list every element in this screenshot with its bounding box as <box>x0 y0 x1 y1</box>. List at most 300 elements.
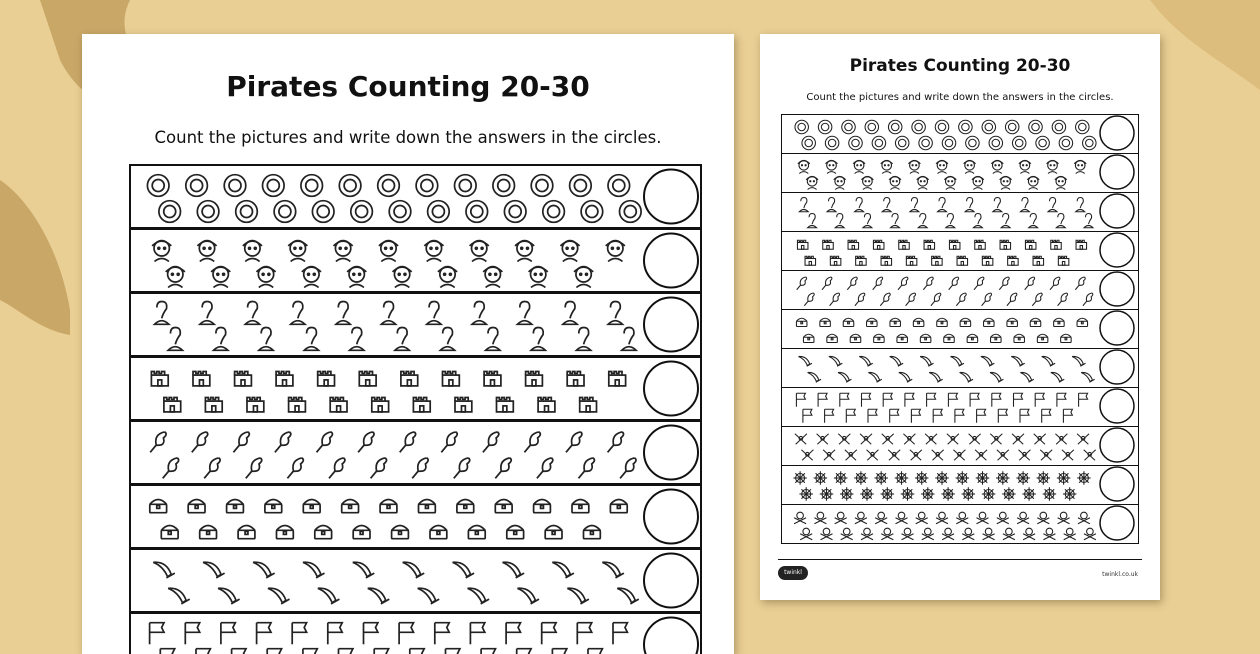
treasure-chest-icon <box>200 526 217 539</box>
flag-icon <box>868 409 877 423</box>
treasure-chest-icon <box>1077 318 1088 326</box>
parrot-icon <box>982 293 992 306</box>
skull-crossbones-icon <box>916 512 928 524</box>
flag-icon <box>221 623 235 645</box>
answer-circle[interactable] <box>644 362 698 416</box>
ship-wheel-icon <box>793 471 807 485</box>
worksheet-title: Pirates Counting 20-30 <box>82 70 734 103</box>
treasure-chest-icon <box>897 334 908 342</box>
flag-icon <box>160 649 174 654</box>
counting-row <box>781 192 1139 232</box>
counting-row-pictures <box>782 388 1140 428</box>
parrot-icon <box>906 293 916 306</box>
parrot-icon <box>163 458 179 478</box>
cutlass-icon <box>1020 372 1034 382</box>
treasure-chest-icon <box>188 500 205 513</box>
castle-icon <box>276 372 293 386</box>
ship-wheel-icon <box>814 471 828 485</box>
castle-icon <box>164 398 181 412</box>
treasure-chest-icon <box>227 500 244 513</box>
footer-divider <box>778 559 1142 560</box>
hook-icon <box>1056 214 1065 228</box>
ring-icon <box>351 201 373 223</box>
cutlass-icon <box>517 588 539 604</box>
pirate-face-icon <box>606 241 625 262</box>
counting-row <box>781 270 1139 310</box>
answer-circle[interactable] <box>644 298 698 352</box>
pirate-face-icon <box>1027 176 1039 189</box>
treasure-chest-icon <box>890 318 901 326</box>
treasure-chest-icon <box>457 500 474 513</box>
answer-circle[interactable] <box>644 170 698 224</box>
ship-wheel-icon <box>976 471 990 485</box>
ship-wheel-icon <box>921 487 935 501</box>
skull-crossbones-icon <box>962 528 974 540</box>
hook-icon <box>427 302 441 325</box>
castle-icon <box>151 372 168 386</box>
ship-wheel-icon <box>895 471 909 485</box>
ship-wheel-icon <box>860 487 874 501</box>
parrot-icon <box>999 277 1009 290</box>
treasure-chest-icon <box>1037 334 1048 342</box>
hook-icon <box>1076 198 1085 212</box>
skull-crossbones-icon <box>1043 528 1055 540</box>
pirate-face-icon <box>1000 176 1012 189</box>
crossed-swords-icon <box>1055 434 1067 445</box>
castle-icon <box>949 240 960 249</box>
castle-icon <box>497 398 514 412</box>
treasure-chest-icon <box>820 318 831 326</box>
counting-row <box>781 387 1139 427</box>
cutlass-icon <box>808 372 822 382</box>
skull-crossbones-icon <box>1023 528 1035 540</box>
treasure-chest-icon <box>353 526 370 539</box>
hook-icon <box>608 302 622 325</box>
pirate-face-icon <box>853 160 865 173</box>
flag-icon <box>1035 393 1044 407</box>
castle-icon <box>1033 256 1044 265</box>
flag-icon <box>552 649 566 654</box>
parrot-icon <box>454 458 470 478</box>
counting-row-pictures <box>782 115 1140 155</box>
flag-icon <box>1079 393 1088 407</box>
flag-icon <box>1057 393 1066 407</box>
castle-icon <box>538 398 555 412</box>
pirate-face-icon <box>243 241 262 262</box>
parrot-icon <box>847 277 857 290</box>
crossed-swords-icon <box>997 450 1009 461</box>
castle-icon <box>823 240 834 249</box>
hook-icon <box>938 198 947 212</box>
answer-circle[interactable] <box>1100 155 1134 189</box>
hook-icon <box>214 328 228 351</box>
ring-icon <box>312 201 334 223</box>
flag-icon <box>927 393 936 407</box>
treasure-chest-icon <box>161 526 178 539</box>
worksheet-instructions: Count the pictures and write down the answers in the circles. <box>760 92 1160 103</box>
treasure-chest-icon <box>584 526 601 539</box>
hook-icon <box>245 302 259 325</box>
ship-wheel-icon <box>1037 471 1051 485</box>
parrot-icon <box>233 432 249 452</box>
flag-icon <box>588 649 602 654</box>
counting-row <box>129 356 702 421</box>
hook-icon <box>1084 214 1093 228</box>
crossed-swords-icon <box>838 434 850 445</box>
cutlass-icon <box>1051 372 1065 382</box>
skull-crossbones-icon <box>936 512 948 524</box>
treasure-chest-icon <box>430 526 447 539</box>
parrot-icon <box>204 458 220 478</box>
cutlass-icon <box>990 372 1004 382</box>
crossed-swords-icon <box>990 434 1002 445</box>
crossed-swords-icon <box>817 434 829 445</box>
flag-icon <box>613 623 627 645</box>
flag-icon <box>911 409 920 423</box>
ring-icon <box>989 136 1003 150</box>
treasure-chest-icon <box>991 334 1002 342</box>
parrot-icon <box>956 293 966 306</box>
hook-icon <box>517 302 531 325</box>
ring-icon <box>570 175 592 197</box>
treasure-chest-icon <box>1054 318 1065 326</box>
parrot-icon <box>923 277 933 290</box>
treasure-chest-icon <box>803 334 814 342</box>
answer-circle[interactable] <box>1100 428 1134 462</box>
worksheet-preview-small <box>760 34 1160 600</box>
counting-row <box>781 426 1139 466</box>
answer-circle[interactable] <box>1100 389 1134 423</box>
parrot-icon <box>150 432 166 452</box>
flag-icon <box>328 623 342 645</box>
parrot-icon <box>483 432 499 452</box>
parrot-icon <box>579 458 595 478</box>
castle-icon <box>330 398 347 412</box>
skull-crossbones-icon <box>800 528 812 540</box>
parrot-icon <box>822 277 832 290</box>
cutlass-icon <box>1042 356 1056 366</box>
parrot-icon <box>873 277 883 290</box>
skull-crossbones-icon <box>855 512 867 524</box>
skull-crossbones-icon <box>881 528 893 540</box>
treasure-chest-icon <box>843 318 854 326</box>
parrot-icon <box>441 432 457 452</box>
skull-crossbones-icon <box>814 512 826 524</box>
cutlass-icon <box>468 588 490 604</box>
counting-row-pictures <box>782 154 1140 194</box>
parrot-icon <box>566 432 582 452</box>
parrot-icon <box>1058 293 1068 306</box>
skull-crossbones-icon <box>794 512 806 524</box>
parrot-icon <box>931 293 941 306</box>
map-shape <box>1150 0 1260 90</box>
cutlass-icon <box>418 588 440 604</box>
cutlass-icon <box>403 562 425 578</box>
treasure-chest-icon <box>937 318 948 326</box>
hook-icon <box>200 302 214 325</box>
crossed-swords-icon <box>1062 450 1074 461</box>
counting-row <box>781 348 1139 388</box>
cutlass-icon <box>318 588 340 604</box>
castle-icon <box>932 256 943 265</box>
crossed-swords-icon <box>975 450 987 461</box>
ship-wheel-icon <box>874 471 888 485</box>
ship-wheel-icon <box>1063 487 1077 501</box>
answer-circle[interactable] <box>1100 194 1134 228</box>
parrot-icon <box>1025 277 1035 290</box>
skull-crossbones-icon <box>1017 512 1029 524</box>
flag-icon <box>1042 409 1051 423</box>
pirate-face-icon <box>861 176 873 189</box>
crossed-swords-icon <box>1034 434 1046 445</box>
treasure-chest-icon <box>867 318 878 326</box>
parrot-icon <box>620 458 636 478</box>
flag-icon <box>196 649 210 654</box>
treasure-chest-icon <box>545 526 562 539</box>
ring-icon <box>543 201 565 223</box>
crossed-swords-icon <box>969 434 981 445</box>
treasure-chest-icon <box>850 334 861 342</box>
hook-icon <box>155 302 169 325</box>
flag-icon <box>846 409 855 423</box>
pirate-face-icon <box>1047 160 1059 173</box>
ship-wheel-icon <box>1016 471 1030 485</box>
parrot-icon <box>537 458 553 478</box>
answer-circle[interactable] <box>644 426 698 480</box>
ring-icon <box>147 175 169 197</box>
crossed-swords-icon <box>947 434 959 445</box>
counting-row <box>781 231 1139 271</box>
crossed-swords-icon <box>888 450 900 461</box>
hook-icon <box>395 328 409 351</box>
answer-circle[interactable] <box>1100 506 1134 540</box>
hook-icon <box>1020 198 1029 212</box>
worksheet-instructions: Count the pictures and write down the answers in the circles. <box>82 128 734 147</box>
pirate-face-icon <box>211 267 230 288</box>
pirate-face-icon <box>936 160 948 173</box>
castle-icon <box>881 256 892 265</box>
flag-icon <box>1014 393 1023 407</box>
parrot-icon <box>855 293 865 306</box>
cutlass-icon <box>899 372 913 382</box>
cutlass-icon <box>798 356 812 366</box>
hook-icon <box>910 198 919 212</box>
counting-row <box>781 114 1139 154</box>
answer-circle[interactable] <box>644 618 698 654</box>
treasure-chest-icon <box>827 334 838 342</box>
hook-icon <box>882 198 891 212</box>
answer-circle[interactable] <box>644 554 698 608</box>
treasure-chest-icon <box>392 526 409 539</box>
ship-wheel-icon <box>901 487 915 501</box>
counting-row <box>129 228 702 293</box>
ring-icon <box>935 120 949 134</box>
castle-icon <box>359 372 376 386</box>
flag-icon <box>1020 409 1029 423</box>
flag-icon <box>232 649 246 654</box>
flag-icon <box>446 649 460 654</box>
treasure-chest-icon <box>1030 318 1041 326</box>
flag-icon <box>955 409 964 423</box>
ship-wheel-icon <box>956 471 970 485</box>
crossed-swords-icon <box>823 450 835 461</box>
ship-wheel-icon <box>941 487 955 501</box>
answer-circle[interactable] <box>1100 233 1134 267</box>
castle-icon <box>1008 256 1019 265</box>
ring-icon <box>224 175 246 197</box>
hook-icon <box>993 198 1002 212</box>
ring-icon <box>274 201 296 223</box>
flag-icon <box>890 409 899 423</box>
pirate-face-icon <box>393 267 412 288</box>
ring-icon <box>428 201 450 223</box>
castle-icon <box>235 372 252 386</box>
pirate-face-icon <box>826 160 838 173</box>
castle-icon <box>401 372 418 386</box>
ship-wheel-icon <box>834 471 848 485</box>
treasure-chest-icon <box>1007 318 1018 326</box>
answer-circle[interactable] <box>644 490 698 544</box>
ring-icon <box>455 175 477 197</box>
crossed-swords-icon <box>795 434 807 445</box>
crossed-swords-icon <box>860 434 872 445</box>
cutlass-icon <box>503 562 525 578</box>
castle-icon <box>982 256 993 265</box>
pirate-face-icon <box>515 241 534 262</box>
answer-circle[interactable] <box>644 234 698 288</box>
ring-icon <box>1083 136 1097 150</box>
ring-icon <box>378 175 400 197</box>
ring-icon <box>825 136 839 150</box>
hook-icon <box>891 214 900 228</box>
castle-icon <box>1058 256 1069 265</box>
counting-row-pictures <box>782 271 1140 311</box>
flag-icon <box>150 623 164 645</box>
answer-circle[interactable] <box>1100 311 1134 345</box>
counting-row <box>781 504 1139 544</box>
answer-circle[interactable] <box>1100 467 1134 501</box>
pirate-face-icon <box>438 267 457 288</box>
ship-wheel-icon <box>996 471 1010 485</box>
flag-icon <box>481 649 495 654</box>
castle-icon <box>1025 240 1036 249</box>
counting-row-pictures <box>131 166 704 231</box>
ring-icon <box>186 175 208 197</box>
hook-icon <box>808 214 817 228</box>
treasure-chest-icon <box>874 334 885 342</box>
ring-icon <box>416 175 438 197</box>
treasure-chest-icon <box>495 500 512 513</box>
pirate-face-icon <box>302 267 321 288</box>
cutlass-icon <box>950 356 964 366</box>
crossed-swords-icon <box>910 450 922 461</box>
cutlass-icon <box>602 562 624 578</box>
treasure-chest-icon <box>265 500 282 513</box>
ship-wheel-icon <box>1022 487 1036 501</box>
cutlass-icon <box>617 588 639 604</box>
ring-icon <box>389 201 411 223</box>
ship-wheel-icon <box>1002 487 1016 501</box>
ring-icon <box>197 201 219 223</box>
treasure-chest-icon <box>984 318 995 326</box>
flag-icon <box>905 393 914 407</box>
skull-crossbones-icon <box>835 512 847 524</box>
ring-icon <box>581 201 603 223</box>
ship-wheel-icon <box>1077 471 1091 485</box>
castle-icon <box>484 372 501 386</box>
ship-wheel-icon <box>840 487 854 501</box>
castle-icon <box>567 372 584 386</box>
counting-row-pictures <box>782 505 1140 545</box>
castle-icon <box>193 372 210 386</box>
ship-wheel-icon <box>1043 487 1057 501</box>
hook-icon <box>259 328 273 351</box>
flag-icon <box>185 623 199 645</box>
castle-icon <box>609 372 626 386</box>
ring-icon <box>1012 136 1025 150</box>
skull-crossbones-icon <box>902 528 914 540</box>
skull-crossbones-icon <box>1078 512 1090 524</box>
treasure-chest-icon <box>1061 334 1072 342</box>
ring-icon <box>1036 136 1050 150</box>
parrot-icon <box>1032 293 1042 306</box>
treasure-chest-icon <box>303 500 320 513</box>
skull-crossbones-icon <box>942 528 954 540</box>
castle-icon <box>289 398 306 412</box>
pirate-face-icon <box>334 241 353 262</box>
cutlass-icon <box>552 562 574 578</box>
cutlass-icon <box>829 356 843 366</box>
pirate-face-icon <box>574 267 593 288</box>
pirate-face-icon <box>1019 160 1031 173</box>
castle-icon <box>830 256 841 265</box>
ring-icon <box>842 120 856 134</box>
hook-icon <box>472 302 486 325</box>
answer-circle[interactable] <box>1100 272 1134 306</box>
castle-icon <box>1051 240 1062 249</box>
flag-icon <box>399 623 413 645</box>
parrot-icon <box>400 432 416 452</box>
cutlass-icon <box>268 588 290 604</box>
ring-icon <box>919 136 933 150</box>
hook-icon <box>863 214 872 228</box>
hook-icon <box>835 214 844 228</box>
castle-icon <box>848 240 859 249</box>
hook-icon <box>486 328 500 351</box>
ring-icon <box>263 175 285 197</box>
cutlass-icon <box>960 372 974 382</box>
flag-icon <box>818 393 827 407</box>
skull-crossbones-icon <box>896 512 908 524</box>
parrot-icon <box>275 432 291 452</box>
cutlass-icon <box>153 562 175 578</box>
crossed-swords-icon <box>882 434 894 445</box>
crossed-swords-icon <box>932 450 944 461</box>
counting-row-pictures <box>131 422 704 487</box>
cutlass-icon <box>929 372 943 382</box>
answer-circle[interactable] <box>1100 116 1134 150</box>
ring-icon <box>795 120 809 134</box>
castle-icon <box>1000 240 1011 249</box>
skull-crossbones-icon <box>821 528 833 540</box>
parrot-icon <box>371 458 387 478</box>
counting-row-pictures <box>131 358 704 423</box>
pirate-face-icon <box>798 160 810 173</box>
cutlass-icon <box>303 562 325 578</box>
answer-circle[interactable] <box>1100 350 1134 384</box>
ring-icon <box>159 201 181 223</box>
flag-icon <box>374 649 388 654</box>
